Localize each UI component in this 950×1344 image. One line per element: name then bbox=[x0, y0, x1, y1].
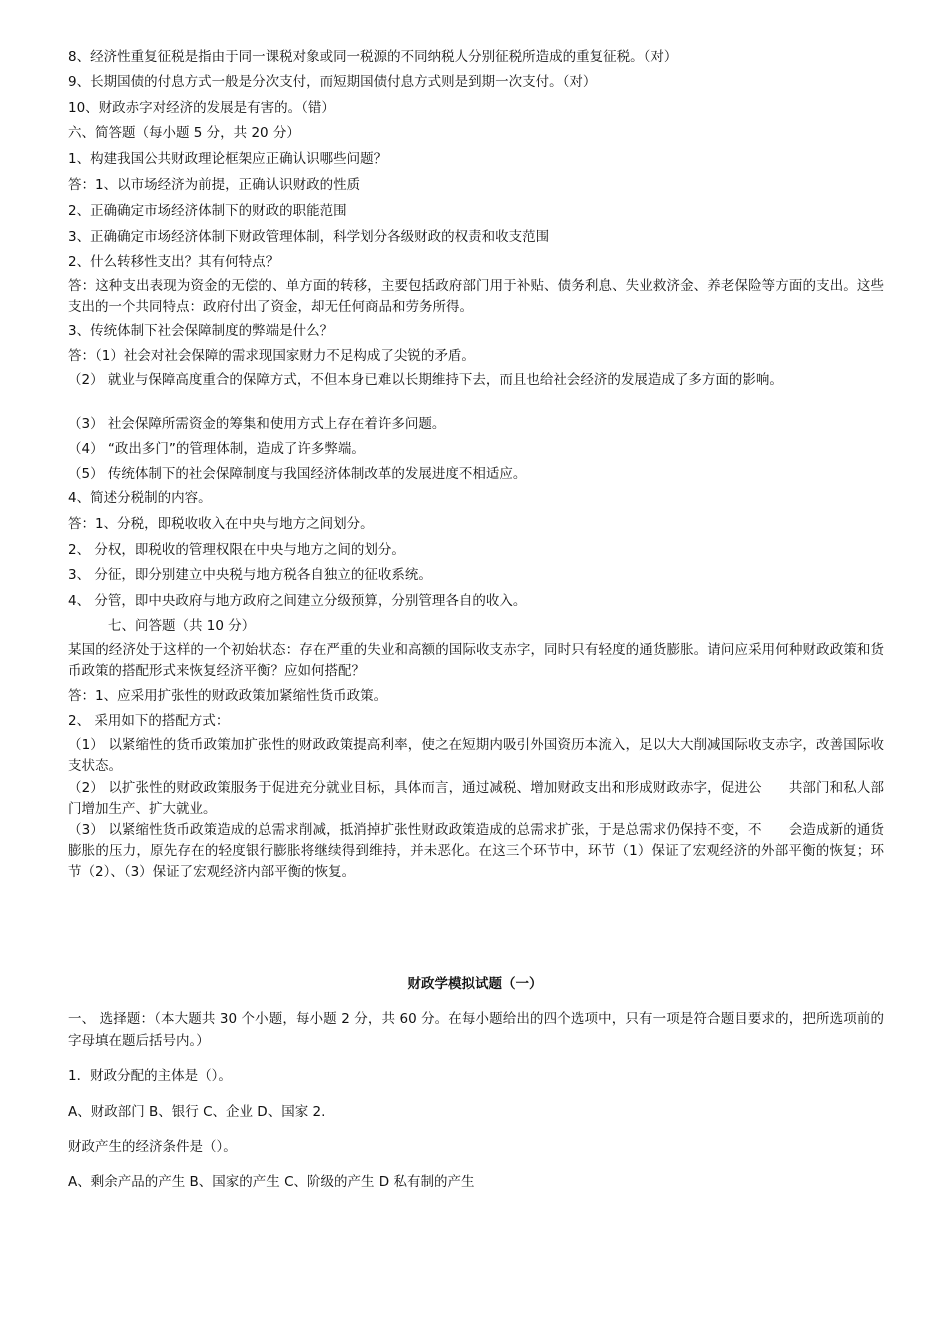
answer-3-item-5: （5） 传统体制下的社会保障制度与我国经济体制改革的发展进度不相适应。 bbox=[68, 466, 527, 482]
mock-exam-instructions: 一、 选择题：（本大题共 30 个小题，每小题 2 分，共 60 分。在每小题给出的四个选项中，只有一项是符合题目要求的，把所选项前的字母填在题后括号内。） bbox=[68, 1011, 884, 1049]
essay-answer-line-1: 答：1、应采用扩张性的财政政策加紧缩性货币政策。 bbox=[68, 688, 388, 704]
tf-item-10: 10、财政赤字对经济的发展是有害的。（错） bbox=[68, 100, 335, 116]
answer-3-item-3: （3） 社会保障所需资金的筹集和使用方式上存在着许多问题。 bbox=[68, 416, 446, 432]
mock-question-1-options: A、财政部门 B、银行 C、企业 D、国家 2. bbox=[68, 1104, 326, 1120]
essay-point-3: （3） 以紧缩性货币政策造成的总需求削减，抵消掉扩张性财政政策造成的总需求扩张，于是总需求仍保持不变，不 会造成新的通货膨胀的压力，原先存在的轻度银行膨胀将继续得到维持，并未恶化。在这三个环节中，环节（1）保证了宏观经济的外部平衡的恢复；环节（2）、（3）保证了宏观经济内部平衡的恢复。 bbox=[68, 822, 884, 880]
essay-question: 某国的经济处于这样的一个初始状态：存在严重的失业和高额的国际收支赤字，同时只有轻度的通货膨胀。请问应采用何种财政政策和货币政策的搭配形式来恢复经济平衡？应如何搭配？ bbox=[68, 642, 884, 679]
mock-question-2: 财政产生的经济条件是（）。 bbox=[68, 1139, 237, 1155]
section-heading-essay: 七、问答题（共 10 分） bbox=[108, 618, 256, 634]
answer-3-item-4: （4） “政出多门”的管理体制，造成了许多弊端。 bbox=[68, 441, 365, 457]
answer-1-line-2: 2、正确确定市场经济体制下的财政的职能范围 bbox=[68, 203, 347, 219]
tf-item-8: 8、经济性重复征税是指由于同一课税对象或同一税源的不同纳税人分别征税所造成的重复征税。（对） bbox=[68, 49, 678, 65]
answer-4-line-1: 答：1、分税，即税收收入在中央与地方之间划分。 bbox=[68, 516, 374, 532]
tf-item-9: 9、长期国债的付息方式一般是分次支付，而短期国债付息方式则是到期一次支付。（对） bbox=[68, 74, 597, 90]
answer-4-line-3: 3、 分征，即分别建立中央税与地方税各自独立的征收系统。 bbox=[68, 567, 432, 583]
question-3: 3、传统体制下社会保障制度的弊端是什么？ bbox=[68, 323, 334, 339]
mock-exam-title: 财政学模拟试题（一） bbox=[407, 976, 543, 992]
mock-question-2-options: A、剩余产品的产生 B、国家的产生 C、阶级的产生 D 私有制的产生 bbox=[68, 1174, 475, 1190]
answer-2: 答：这种支出表现为资金的无偿的、单方面的转移，主要包括政府部门用于补贴、债务利息、失业救济金、养老保险等方面的支出。这些支出的一个共同特点：政府付出了资金，却无任何商品和劳务所得。 bbox=[68, 278, 884, 315]
answer-3-item-1: 答：（1）社会对社会保障的需求现国家财力不足构成了尖锐的矛盾。 bbox=[68, 348, 475, 364]
essay-point-2: （2） 以扩张性的财政政策服务于促进充分就业目标，具体而言，通过减税、增加财政支出和形成财政赤字，促进公 共部门和私人部门增加生产、扩大就业。 bbox=[68, 780, 884, 817]
answer-4-line-4: 4、 分管，即中央政府与地方政府之间建立分级预算，分别管理各自的收入。 bbox=[68, 593, 527, 609]
essay-point-1: （1） 以紧缩性的货币政策加扩张性的财政政策提高利率，使之在短期内吸引外国资历本流入，足以大大削减国际收支赤字，改善国际收支状态。 bbox=[68, 737, 884, 774]
answer-1-line-1: 答：1、以市场经济为前提，正确认识财政的性质 bbox=[68, 177, 361, 193]
mock-question-1: 1．财政分配的主体是（）。 bbox=[68, 1068, 232, 1084]
question-4: 4、简述分税制的内容。 bbox=[68, 490, 212, 506]
question-2: 2、什么转移性支出？其有何特点？ bbox=[68, 254, 280, 270]
answer-3-item-2: （2） 就业与保障高度重合的保障方式，不但本身已难以长期维持下去，而且也给社会经济的发展造成了多方面的影响。 bbox=[68, 372, 783, 388]
essay-answer-line-2: 2、 采用如下的搭配方式： bbox=[68, 713, 230, 729]
section-heading-short-answer: 六、简答题（每小题 5 分，共 20 分） bbox=[68, 125, 300, 141]
answer-1-line-3: 3、正确确定市场经济体制下财政管理体制，科学划分各级财政的权责和收支范围 bbox=[68, 229, 550, 245]
answer-4-line-2: 2、 分权，即税收的管理权限在中央与地方之间的划分。 bbox=[68, 542, 405, 558]
question-1: 1、构建我国公共财政理论框架应正确认识哪些问题？ bbox=[68, 151, 388, 167]
